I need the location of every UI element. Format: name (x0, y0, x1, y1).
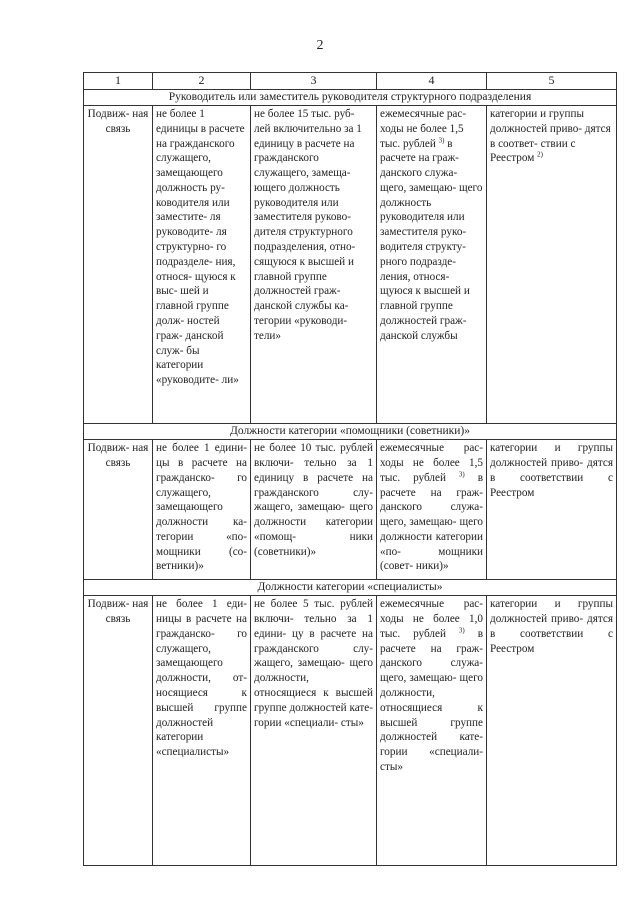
table-row (84, 440, 617, 580)
monthly-cost-cell (377, 106, 487, 424)
notes-cell (487, 440, 617, 580)
table-row (84, 106, 617, 424)
service-type-cell: Подвиж- ная связь (84, 596, 153, 866)
footnote-ref: 3) (438, 135, 445, 144)
monthly-cost-rest: в расчете на граж- данского служа- щего, замещаю- щего должности категории «по- мощники (совет- ники)» (380, 471, 483, 573)
monthly-cost-text: ежемесячные рас- ходы не более 1,5 тыс. рублей (380, 442, 483, 484)
table-row (84, 596, 617, 866)
column-number: 2 (153, 73, 251, 90)
column-number: 1 (84, 73, 153, 90)
monthly-cost-cell (377, 596, 487, 866)
monthly-cost-rest: в расчете на граж- данского служа- щего, замещаю- щего должность руководителя или заместителя руко- водителя структу- рного подразде- ления, относя- щуюся к высшей и главной группе должностей граж- данской службы (380, 137, 483, 342)
quantity-norm-cell: не более 1 единицы в расчете на гражданского служащего, замещающего должность ру- ководителя или заместите- ля руководите- ля структурно- го подразделе- ния, относя- щуюся к выс- шей и главной группе долж- ностей граж- данской служ- бы категории «руководите- ли» (153, 106, 251, 424)
section-title: Должности категории «специалисты» (84, 580, 617, 596)
monthly-cost-text: ежемесячные рас- ходы не более 1,5 тыс. рублей (380, 108, 467, 150)
norms-table (83, 72, 617, 866)
footnote-ref: 3) (458, 626, 465, 635)
price-norm-cell: не более 10 тыс. рублей включи- тельно за 1 единицу в расчете на гражданского слу- жащего, замещаю- щего должности категории «помощ- ники (советники)» (251, 440, 377, 580)
column-number: 3 (251, 73, 377, 90)
column-number: 5 (487, 73, 617, 90)
notes-text: категории и группы должностей приво- дятся в соответствии с Реестром (490, 442, 613, 499)
section-header (84, 89, 617, 105)
quantity-norm-cell: не более 1 едини- цы в расчете на гражданско- го служащего, замещающего должности ка- тегории «по- мощники (со- ветники)» (153, 440, 251, 580)
page-number: 2 (316, 38, 324, 53)
notes-text: категории и группы должностей приво- дятся в соответствии с Реестром (490, 598, 613, 655)
service-type-cell: Подвиж- ная связь (84, 106, 153, 424)
section-title: Руководитель или заместитель руководителя структурного подразделения (84, 89, 617, 105)
monthly-cost-rest: в расчете на граж- данского служа- щего, замещаю- щего должности, относящиеся к высшей группе должностей кате- гории «специали- сты» (380, 627, 483, 773)
section-header (84, 424, 617, 440)
notes-cell (487, 106, 617, 424)
footnote-ref: 3) (458, 470, 465, 478)
monthly-cost-cell (377, 440, 487, 580)
monthly-cost-text: ежемесячные рас- ходы не более 1,0 тыс. рублей (380, 598, 483, 640)
price-norm-cell: не более 15 тыс. руб- лей включительно за 1 единицу в расчете на гражданского служащего, замеща- ющего должность руководителя или заместителя руково- дителя структурного подразделения, отно- сящуюся к высшей и главной группе должностей граж- данской службы ка- тегории «руководи- тели» (251, 106, 377, 424)
notes-text: категории и группы должностей приво- дятся в соответ- ствии с Реестром (490, 108, 611, 165)
quantity-norm-cell: не более 1 еди- ницы в расчете на гражданско- го служащего, замещающего должности, от- носящиеся к высшей группе должностей категории «специалисты» (153, 596, 251, 866)
section-header (84, 580, 617, 596)
service-type-cell: Подвиж- ная связь (84, 440, 153, 580)
price-norm-cell: не более 5 тыс. рублей включи- тельно за 1 едини- цу в расчете на гражданского слу- жащего, замещаю- щего должности, относящиеся к высшей группе должностей кате- гории «специали- сты» (251, 596, 377, 866)
section-title: Должности категории «помощники (советники)» (84, 424, 617, 440)
notes-cell (487, 596, 617, 866)
column-number: 4 (377, 73, 487, 90)
footnote-ref: 2) (537, 150, 543, 159)
column-number-row (84, 73, 617, 90)
